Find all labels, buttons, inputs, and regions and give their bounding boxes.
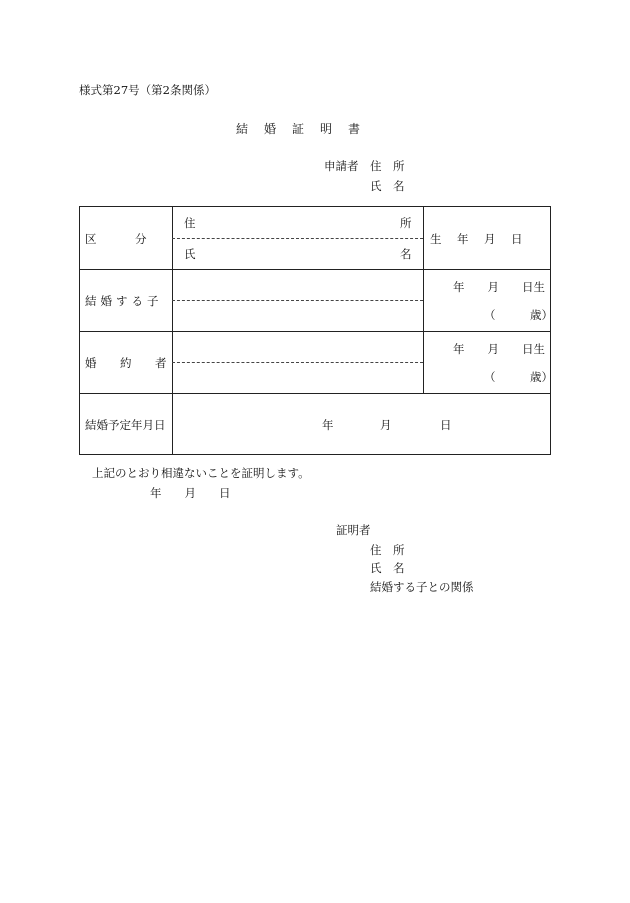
wedding-year: 年: [322, 418, 334, 432]
certify-text: 上記のとおり相違ないことを証明します。: [92, 466, 310, 480]
child-age: （ 歳）: [484, 308, 553, 322]
form-number: 様式第27号（第2条関係）: [79, 83, 216, 97]
wedding-date-label: 結婚予定年月日: [85, 418, 166, 432]
page-title: 結 婚 証 明 書: [236, 122, 363, 136]
table-dashed-divider: [172, 300, 423, 301]
table-dashed-divider: [172, 362, 423, 363]
name-label-start: 氏: [184, 247, 196, 261]
certifier-name-label: 氏 名: [370, 561, 405, 575]
table-dashed-divider: [172, 238, 423, 239]
child-birthdate: 年 月 日生: [453, 280, 545, 294]
applicant-address-label: 住 所: [370, 159, 405, 173]
fiance-age: （ 歳）: [484, 370, 553, 384]
wedding-day: 日: [440, 418, 452, 432]
table-row-divider: [80, 269, 550, 270]
table-row-divider: [80, 393, 550, 394]
table-row-divider: [80, 331, 550, 332]
wedding-month: 月: [380, 418, 392, 432]
child-label: 結婚する子: [85, 294, 163, 308]
applicant-name-label: 氏 名: [370, 179, 405, 193]
certify-date: 年 月 日: [150, 486, 231, 500]
applicant-label: 申請者: [324, 159, 359, 173]
table-col-divider: [423, 207, 424, 393]
certificate-table: [79, 206, 551, 455]
fiance-birthdate: 年 月 日生: [453, 342, 545, 356]
fiance-label: 婚 約 者: [85, 356, 173, 370]
address-label-start: 住: [184, 216, 196, 230]
name-label-end: 名: [400, 247, 412, 261]
address-label-end: 所: [400, 216, 412, 230]
category-label: 区 分: [85, 232, 148, 246]
certifier-relation-label: 結婚する子との関係: [370, 580, 474, 594]
birthdate-header: 生 年 月 日: [430, 232, 525, 246]
certifier-address-label: 住 所: [370, 543, 405, 557]
certifier-label: 証明者: [336, 523, 371, 537]
